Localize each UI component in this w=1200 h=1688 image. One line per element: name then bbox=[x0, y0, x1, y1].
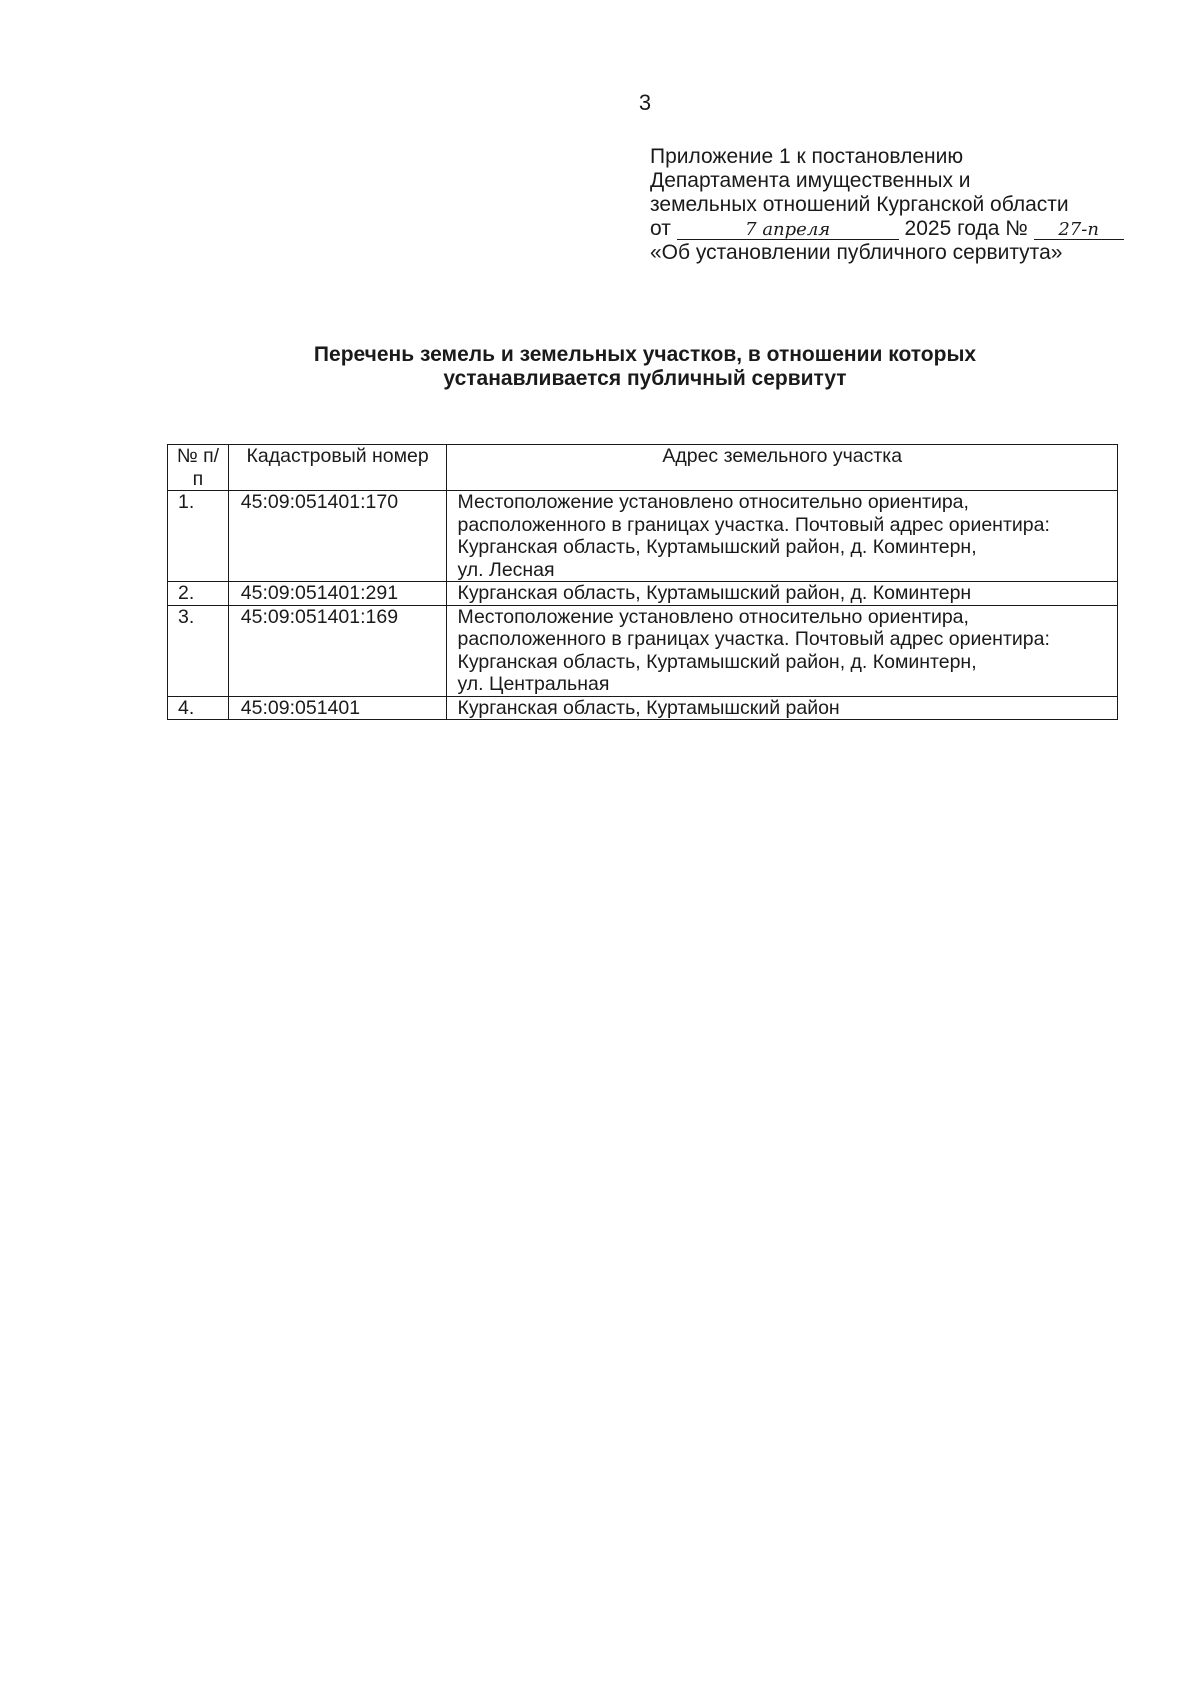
annex-line-1: Приложение 1 к постановлению bbox=[650, 145, 964, 168]
date-prefix: от bbox=[650, 217, 671, 240]
address-line: ул. Центральная bbox=[457, 673, 610, 695]
annex-line-3: земельных отношений Курганской области bbox=[650, 193, 1069, 216]
annex-subject: «Об установлении публичного сервитута» bbox=[650, 241, 1063, 264]
row-cadastral: 45:09:051401:170 bbox=[228, 491, 447, 582]
table-row bbox=[168, 696, 1118, 720]
table-row bbox=[168, 582, 1118, 606]
table-row bbox=[168, 491, 1118, 582]
table-header-row bbox=[168, 445, 1118, 491]
row-address bbox=[447, 605, 1118, 696]
title-line-1: Перечень земель и земельных участков, в отношении которых bbox=[313, 343, 977, 366]
row-cadastral: 45:09:051401:291 bbox=[228, 582, 447, 606]
document-title bbox=[160, 343, 1130, 391]
year-text: 2025 года № bbox=[904, 217, 1028, 240]
table-row bbox=[168, 605, 1118, 696]
address-line: Курганская область, Куртамышский район, д. Коминтерн, bbox=[457, 536, 977, 558]
handwritten-date: 7 апреля bbox=[677, 221, 899, 240]
address-line: Местоположение установлено относительно ориентира, bbox=[457, 605, 969, 628]
row-num: 4. bbox=[168, 696, 229, 720]
row-num: 3. bbox=[168, 605, 229, 696]
header-num: № п/п bbox=[168, 445, 229, 491]
address-line: ул. Лесная bbox=[457, 558, 555, 581]
row-cadastral: 45:09:051401:169 bbox=[228, 605, 447, 696]
address-line: расположенного в границах участка. Почтовый адрес ориентира: bbox=[457, 628, 1050, 650]
page-number: 3 bbox=[638, 90, 652, 115]
annex-date-line bbox=[650, 217, 1170, 241]
header-cadastral: Кадастровый номер bbox=[228, 445, 447, 491]
row-cadastral: 45:09:051401 bbox=[228, 696, 447, 720]
address-line: Курганская область, Куртамышский район bbox=[457, 696, 840, 719]
row-address bbox=[447, 491, 1118, 582]
land-plots-table bbox=[167, 444, 1118, 720]
row-address bbox=[447, 582, 1118, 606]
header-address: Адрес земельного участка bbox=[447, 445, 1118, 491]
annex-line-2: Департамента имущественных и bbox=[650, 169, 971, 192]
title-line-2: устанавливается публичный сервитут bbox=[443, 367, 847, 390]
handwritten-number: 27-п bbox=[1034, 221, 1124, 240]
row-address bbox=[447, 696, 1118, 720]
row-num: 1. bbox=[168, 491, 229, 582]
address-line: Местоположение установлено относительно ориентира, bbox=[457, 491, 969, 513]
row-num: 2. bbox=[168, 582, 229, 606]
address-line: Курганская область, Куртамышский район, д. Коминтерн bbox=[457, 582, 972, 604]
address-line: расположенного в границах участка. Почтовый адрес ориентира: bbox=[457, 513, 1050, 536]
annex-header bbox=[650, 145, 1170, 265]
address-line: Курганская область, Куртамышский район, д. Коминтерн, bbox=[457, 650, 977, 673]
